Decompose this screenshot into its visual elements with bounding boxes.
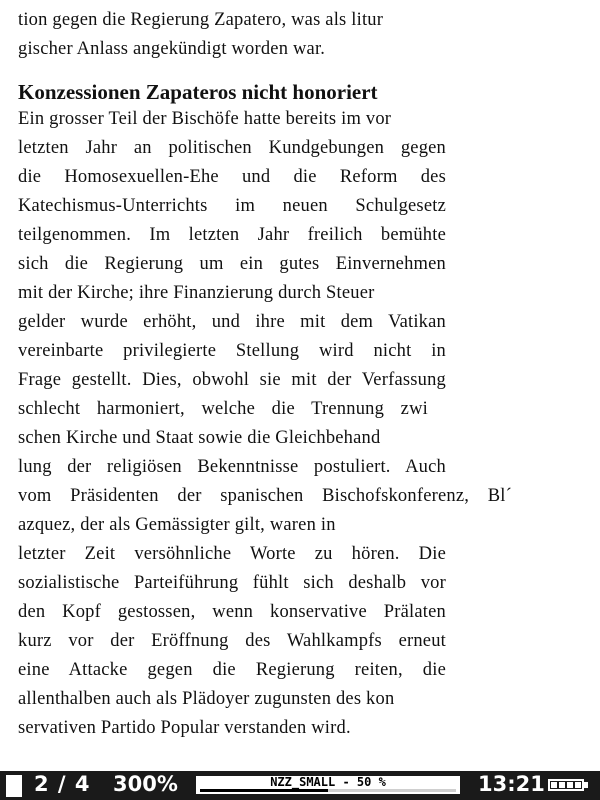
text-line: kurz vor der Eröffnung des Wahlkampfs erneut <box>18 631 446 651</box>
battery-cell <box>567 782 573 788</box>
clock: 13:21 <box>478 772 545 796</box>
text-line: eine Attacke gegen die Regierung reiten, die <box>18 660 446 680</box>
text-line: letzten Jahr an politischen Kundgebungen gegen <box>18 138 446 158</box>
text-line: sich die Regierung um ein gutes Einvernehmen <box>18 254 446 274</box>
text-line: tion gegen die Regierung Zapatero, was als litur <box>18 10 384 30</box>
text-line: servativen Partido Popular verstanden wird. <box>18 718 351 738</box>
text-line: Ein grosser Teil der Bischöfe hatte bereits im vor <box>18 109 392 129</box>
text-line: vom Präsidenten der spanischen Bischofskonferenz, Bl´ <box>18 486 512 506</box>
text-line: teilgenommen. Im letzten Jahr freilich bemühte <box>18 225 446 245</box>
text-line: Frage gestellt. Dies, obwohl sie mit der Verfassung <box>18 370 446 390</box>
text-line: schen Kirche und Staat sowie die Gleichbehand <box>18 428 381 448</box>
battery-cell <box>551 782 557 788</box>
text-line: gischer Anlass angekündigt worden war. <box>18 39 326 59</box>
section-heading: Konzessionen Zapateros nicht honoriert <box>18 80 378 104</box>
battery-cell <box>559 782 565 788</box>
text-line: letzter Zeit versöhnliche Worte zu hören. Die <box>18 544 446 564</box>
page-indicator[interactable]: 2 / 4 <box>34 772 91 796</box>
text-line: schlecht harmoniert, welche die Trennung zwi <box>18 399 428 419</box>
text-line: den Kopf gestossen, wenn konservative Prälaten <box>18 602 446 622</box>
cursor-block-icon <box>6 775 22 797</box>
battery-icon <box>548 779 590 793</box>
text-line: Katechismus-Unterrichts im neuen Schulgesetz <box>18 196 446 216</box>
text-line: vereinbarte privilegierte Stellung wird nicht in <box>18 341 446 361</box>
text-line: die Homosexuellen-Ehe und die Reform des <box>18 167 446 187</box>
document-progress[interactable] <box>196 776 460 794</box>
battery-tip <box>584 782 588 788</box>
battery-cell <box>575 782 581 788</box>
progress-track <box>200 789 456 792</box>
zoom-level[interactable]: 300% <box>113 772 178 796</box>
battery-body <box>548 779 584 791</box>
text-line: allenthalben auch als Plädoyer zugunsten des kon <box>18 689 395 709</box>
text-line: gelder wurde erhöht, und ihre mit dem Vatikan <box>18 312 446 332</box>
text-line: sozialistische Parteiführung fühlt sich deshalb vor <box>18 573 446 593</box>
text-line: azquez, der als Gemässigter gilt, waren in <box>18 515 336 535</box>
progress-fill <box>200 789 328 792</box>
document-label: NZZ_SMALL - 50 % <box>270 776 386 789</box>
text-line: lung der religiösen Bekenntnisse postuliert. Auch <box>18 457 446 477</box>
status-bar <box>0 771 600 800</box>
text-line: mit der Kirche; ihre Finanzierung durch Steuer <box>18 283 375 303</box>
